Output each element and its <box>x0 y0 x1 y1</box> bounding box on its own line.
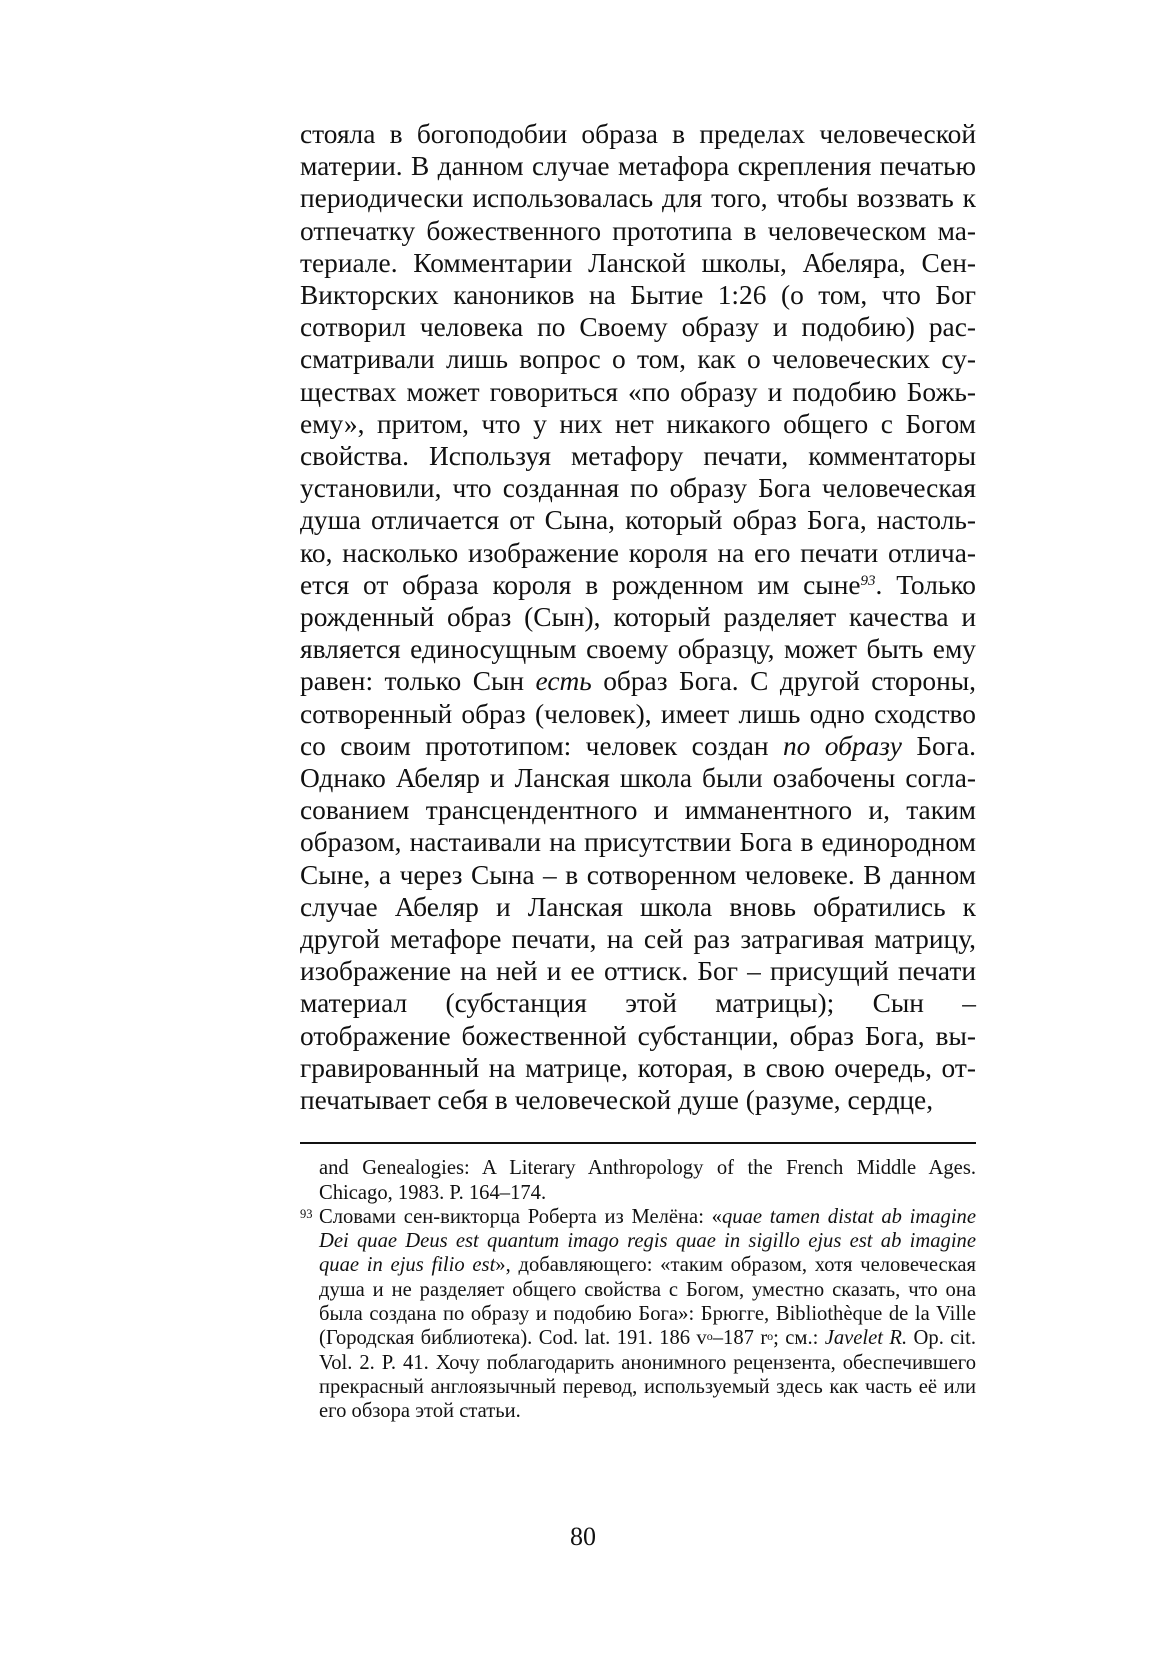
footnote-text-1: Словами сен-викторца Роберта из Мелёна: « <box>319 1205 722 1228</box>
footnotes-section <box>300 1156 976 1423</box>
main-paragraph <box>300 118 976 1116</box>
main-text-part-3: образ Бога. С другой стороны, сотворенный образ (человек), имеет лишь одно сходство со своим прототипом: человек создан <box>300 666 976 761</box>
page-number: 80 <box>570 1522 596 1551</box>
main-text-part-1: стояла в богоподобии образа в пределах человеческой материи. В данном случае метафора скрепления печатью периодически использовалась для того, чтобы воззвать к отпечатку божественного прототипа в человеческом материале. Комментарии Ланской школы, Абеляра, Сен-Викторских каноников на Бытие 1:26 (о том, что Бог сотворил человека по Своему образу и подобию) рассматривали лишь вопрос о том, как о человеческих существах может говориться «по образу и подобию Божьему», притом, что у них нет никакого общего с Богом свойства. Используя метафору печати, комментаторы установили, что созданная по образу Бога человеческая душа отличается от Сына, который образ Бога, настолько, насколько изображение короля на его печати отличается от образа короля в рожденном им сыне <box>300 119 976 600</box>
footnote-separator <box>300 1142 976 1144</box>
footnote-author: Javelet R. <box>824 1327 908 1350</box>
main-text-part-4: Бога. Однако Абеляр и Ланская школа были озабочены согласованием трансцендентного и имманентного и, таким образом, настаивали на присутствии Бога в единородном Сыне, а через Сына – в сотворенном человеке. В данном случае Абеляр и Ланская школа вновь обратились к другой метафоре печати, на сей раз затрагивая матрицу, изображение на ней и ее оттиск. Бог – присущий печати материал (субстанция этой матрицы); Сын – отображение божественной субстанции, образ Бога, выгравированный на матрице, которая, в свою очередь, отпечатывает себя в человеческой душе (разуме, сердце, <box>300 730 976 1116</box>
page-body <box>300 118 976 1424</box>
footnote-sup-recto: o <box>767 1329 774 1344</box>
footnote-number: 93 <box>300 1206 313 1221</box>
footnote-sup-verso: o <box>706 1329 713 1344</box>
footnote-reference-93[interactable]: 93 <box>860 572 876 589</box>
footnote-text-3: –187 r <box>712 1327 768 1350</box>
main-text-part-2: . Только рожденный образ (Сын), который разделяет качества и является единосущным своему образцу, может быть ему равен: только Сын <box>300 569 976 697</box>
footnote-text-2: », добавляющего: «таким образом, хотя человеческая душа и не разделяет общего свойства с Богом, уместно сказать, что она была создана по образу и подобию Бога»: Брюгге, Bibliothèque de la Ville (Городская библиотека). Cod. lat. 191. 186 v <box>319 1254 976 1350</box>
footnote-continuation: and Genealogies: A Literary Anthropology of the French Middle Ages. Chicago, 1983. P. 164–174. <box>319 1157 976 1204</box>
emphasis-po-obrazu: по образу <box>782 730 902 761</box>
footnote-latin-quote: quae tamen distat ab imagine Dei quae Deus est quantum imago regis quae in sigillo ejus est ab imagine quae in ejus filio est <box>319 1205 976 1277</box>
emphasis-est: есть <box>535 666 592 697</box>
footnote-93 <box>300 1205 976 1424</box>
footnote-text-4: ; см.: <box>773 1327 825 1350</box>
footnote-text-5: Op. cit. Vol. 2. P. 41. Хочу поблагодарить анонимного рецензента, обеспечившего прекрасный англоязычный перевод, используемый здесь как часть её или его обзора этой статьи. <box>319 1327 976 1423</box>
